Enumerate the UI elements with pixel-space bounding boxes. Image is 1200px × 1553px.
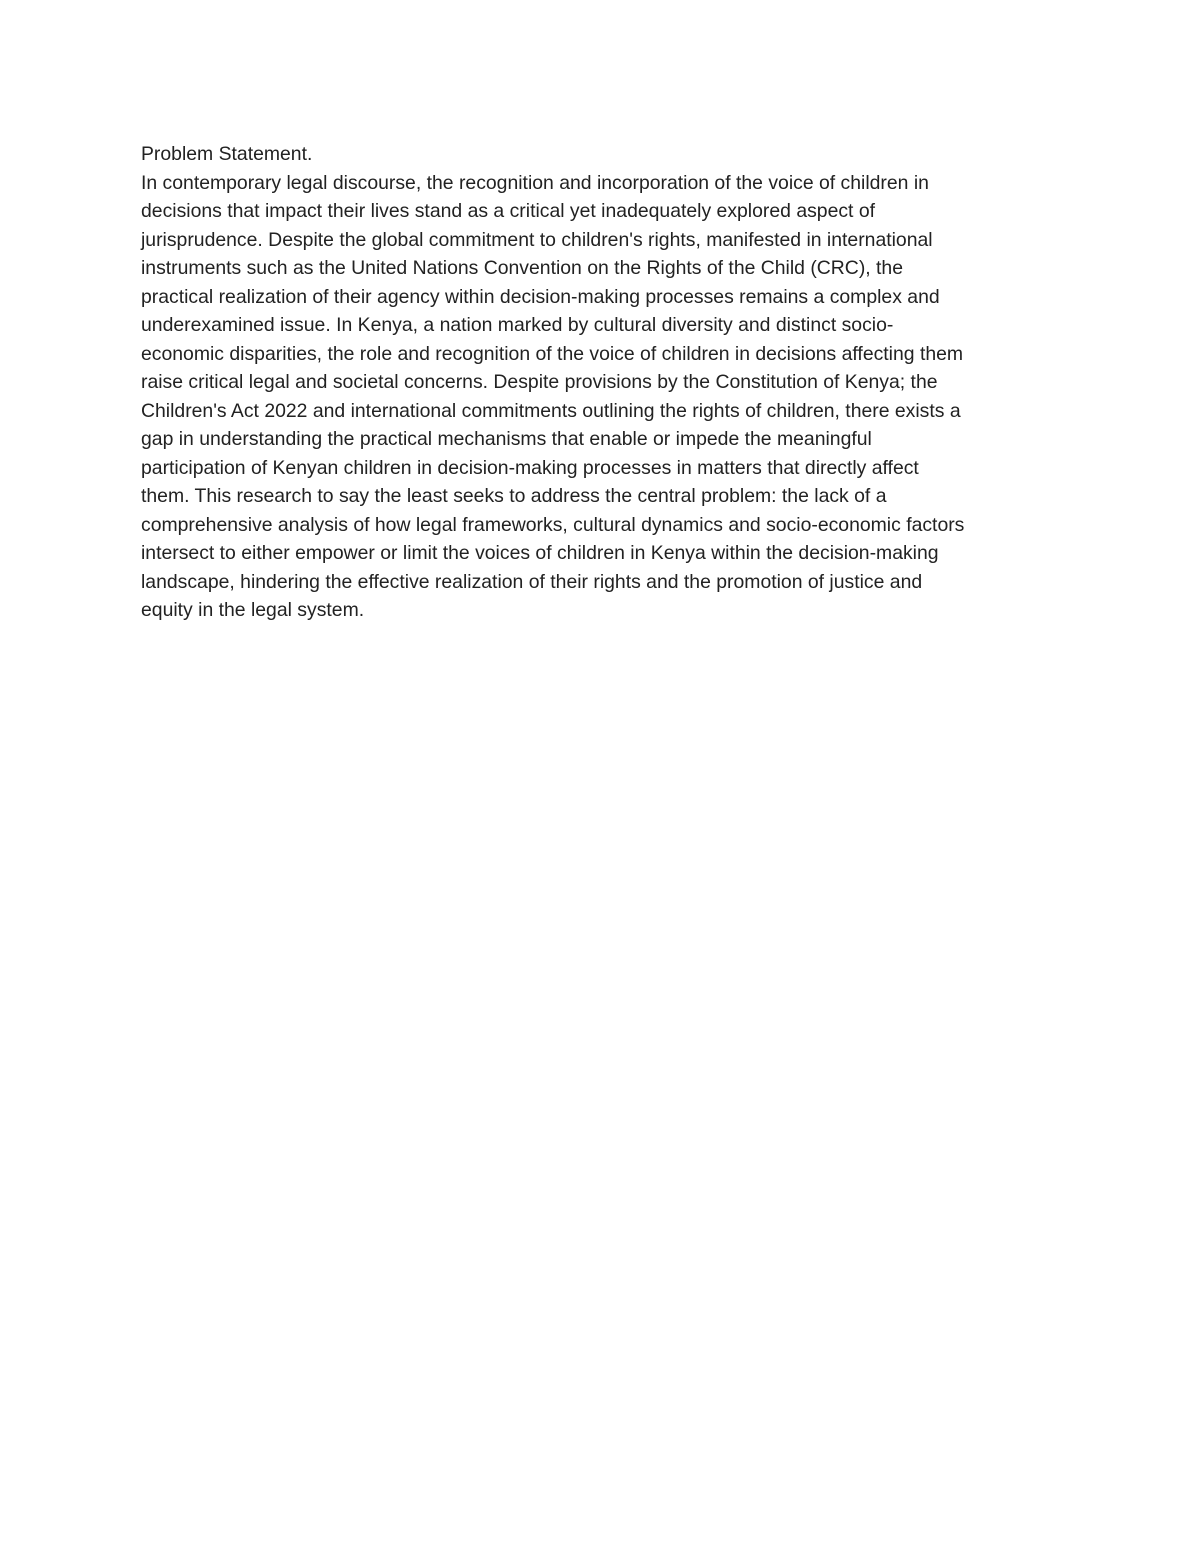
paragraph-line: practical realization of their agency within decision-making processes remains a complex and [141, 285, 940, 308]
paragraph-line: them. This research to say the least seeks to address the central problem: the lack of a [141, 485, 887, 507]
body-paragraph [141, 169, 1071, 625]
paragraph-line: Children's Act 2022 and international commitments outlining the rights of children, there exists a [141, 399, 961, 422]
problem-statement-section [141, 140, 1071, 625]
paragraph-line: decisions that impact their lives stand as a critical yet inadequately explored aspect of [141, 200, 876, 222]
paragraph-line: raise critical legal and societal concerns. Despite provisions by the Constitution of Kenya; the [141, 371, 938, 393]
paragraph-line: jurisprudence. Despite the global commitment to children's rights, manifested in international [141, 228, 933, 251]
paragraph-line: In contemporary legal discourse, the recognition and incorporation of the voice of children in [141, 171, 929, 194]
paragraph-line: gap in understanding the practical mechanisms that enable or impede the meaningful [141, 428, 872, 450]
section-heading: Problem Statement. [141, 143, 313, 165]
paragraph-line: landscape, hindering the effective realization of their rights and the promotion of justice and [141, 570, 923, 593]
paragraph-line: instruments such as the United Nations Convention on the Rights of the Child (CRC), the [141, 257, 904, 279]
paragraph-line: equity in the legal system. [141, 599, 365, 621]
paragraph-line: comprehensive analysis of how legal frameworks, cultural dynamics and socio-economic factors [141, 513, 965, 536]
paragraph-line: underexamined issue. In Kenya, a nation marked by cultural diversity and distinct socio- [141, 314, 894, 336]
paragraph-line: economic disparities, the role and recognition of the voice of children in decisions affecting them [141, 342, 964, 365]
paragraph-line: intersect to either empower or limit the voices of children in Kenya within the decision-making [141, 542, 939, 564]
paragraph-line: participation of Kenyan children in decision-making processes in matters that directly affect [141, 456, 919, 479]
